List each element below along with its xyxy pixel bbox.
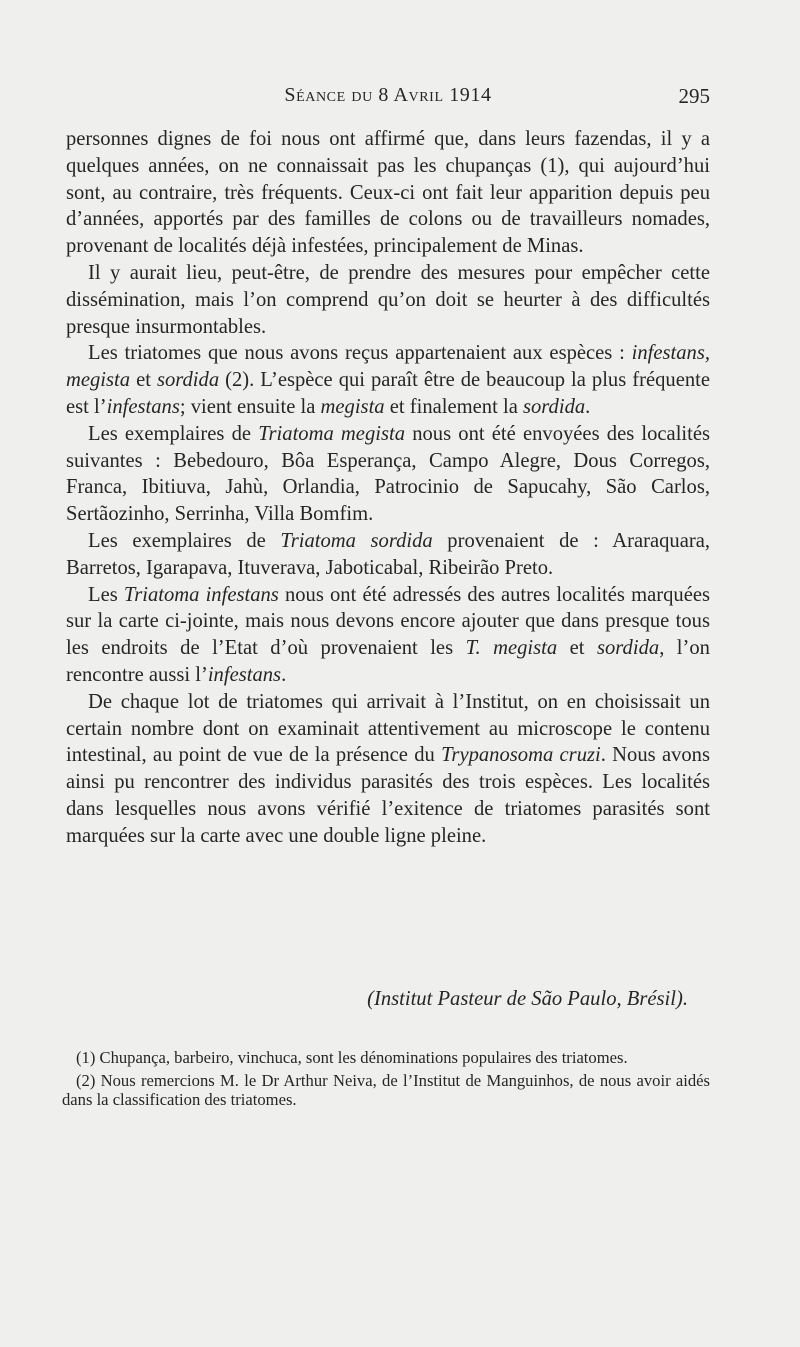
paragraph-5: [66, 528, 710, 582]
species-name: Triatoma megista: [258, 422, 406, 445]
text-run: et finalement la: [384, 395, 523, 418]
text-run: .: [585, 395, 591, 418]
text-run: provenaient de : Araraquara, Barretos, Igarapava, Ituverava, Jaboticabal, Ribeirão Preto.: [66, 529, 711, 579]
species-name: infestans, megista: [66, 342, 710, 392]
text-run: .: [281, 663, 287, 686]
text-run: nous ont été adressés des autres localités marquées sur la carte ci-jointe, mais nous devons encore ajouter que dans presque tous les endroits de l’Etat d’où provenaient les: [66, 583, 710, 660]
paragraph-4: [66, 421, 710, 528]
institution-signature: (Institut Pasteur de São Paulo, Brésil).: [367, 988, 688, 1010]
text-run: Les: [88, 583, 124, 606]
text-run: Les triatomes que nous avons reçus appartenaient aux espèces :: [88, 342, 632, 365]
text-run: (2). L’espèce qui paraît être de beaucoup la plus fréquente est l’: [66, 369, 710, 418]
running-header: [66, 84, 710, 114]
paragraph-3: [66, 340, 710, 420]
species-name: T. megista: [465, 637, 558, 660]
header-title: Séance du 8 Avril 1914: [284, 84, 492, 106]
species-name: Trypanosoma cruzi: [441, 744, 601, 767]
species-name: megista: [320, 395, 385, 418]
text-run: et: [557, 637, 597, 660]
species-name: infestans: [207, 663, 282, 686]
species-name: infestans: [106, 395, 180, 418]
footnotes: [62, 1048, 710, 1113]
page-number: 295: [678, 84, 710, 108]
paragraph-2: Il y aurait lieu, peut-être, de prendre des mesures pour empêcher cette dissémination, mais l’on comprend qu’on doit se heurter à des difficultés presque insurmontables.: [66, 261, 710, 338]
species-name: sordida: [156, 369, 220, 392]
footnote-1: (1) Chupança, barbeiro, vinchuca, sont les dénominations populaires des triatomes.: [76, 1048, 628, 1067]
text-run: nous ont été envoyées des localités suivantes : Bebedouro, Bôa Esperança, Campo Alegre, Dous Corregos, Franca, Ibitiuva, Jahù, Orlandia, Patrocinio de Sapucahy, São Carlos, Sertãozinho, Serrinha, Villa Bomfim.: [66, 422, 711, 526]
species-name: Triatoma infestans: [123, 583, 279, 606]
footnote-2: (2) Nous remercions M. le Dr Arthur Neiva, de l’Institut de Manguinhos, de nous avoir aidés dans la classification des triatomes.: [62, 1070, 710, 1109]
paragraph-6: [66, 582, 710, 689]
text-run: . Nous avons ainsi pu rencontrer des individus parasités des trois espèces. Les localités dans lesquelles nous avons vérifié l’exitence de triatomes parasités sont marquées sur la carte avec une double ligne pleine.: [66, 744, 710, 847]
species-name: sordida: [597, 637, 660, 660]
species-name: Triatoma sordida: [280, 529, 433, 552]
text-run: , l’on rencontre aussi l’: [66, 637, 710, 686]
paragraph-1: personnes dignes de foi nous ont affirmé que, dans leurs fazendas, il y a quelques années, on ne connaissait pas les chupanças (1), qui aujourd’hui sont, au contraire, très fréquents. Ceux-ci ont fait leur apparition depuis peu d’années, apportés par des familles de colons ou de travailleurs nomades, provenant de localités déjà infestées, principalement de Minas.: [66, 128, 710, 258]
text-run: Les exemplaires de: [88, 529, 281, 552]
species-name: sordida: [522, 395, 586, 418]
body-text: [66, 126, 710, 850]
text-run: Les exemplaires de: [88, 422, 259, 445]
text-run: De chaque lot de triatomes qui arrivait à l’Institut, on en choisissait un certain nombre dont on examinait attentivement au microscope le contenu intestinal, au point de vue de la présence du: [66, 690, 710, 767]
text-run: ; vient ensuite la: [179, 395, 321, 418]
paragraph-7: [66, 689, 710, 850]
text-run: et: [130, 369, 157, 392]
